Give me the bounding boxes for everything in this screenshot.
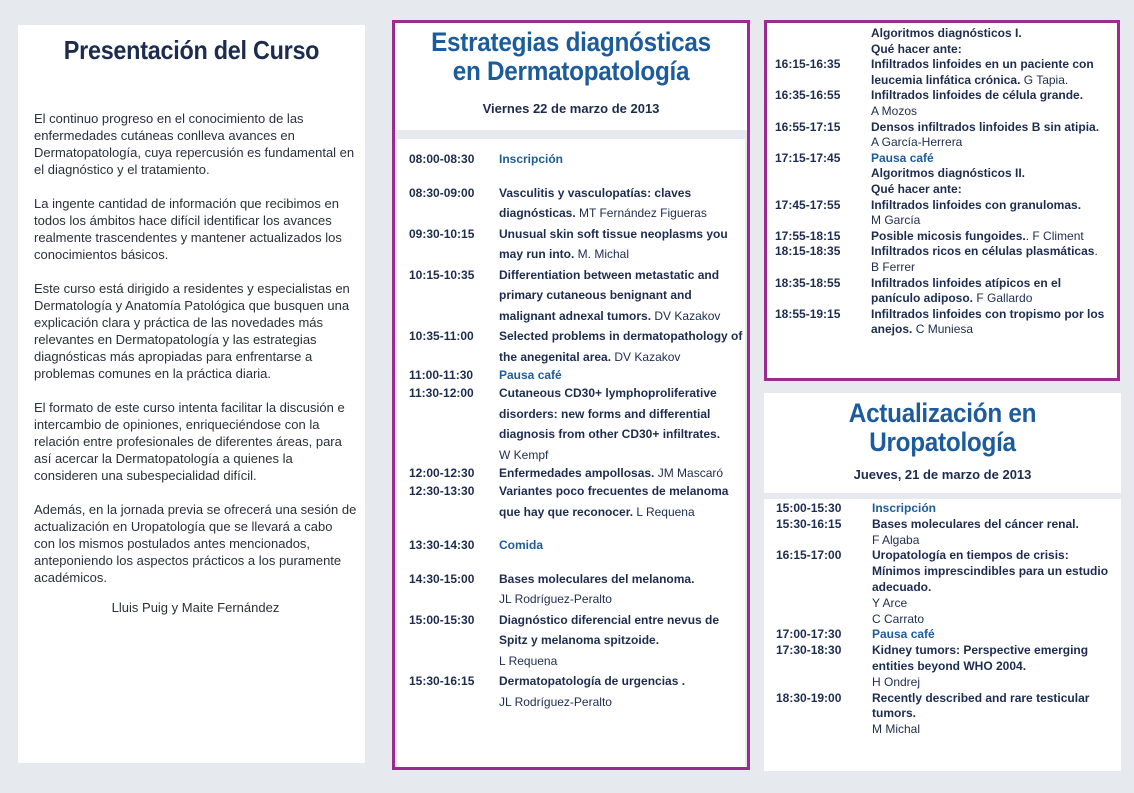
session-speaker: C Carrato	[872, 611, 925, 626]
session-title: Infiltrados linfoides de célula grande.	[871, 88, 1084, 103]
session-speaker: C Muniesa	[912, 322, 974, 337]
session-title: Algoritmos diagnósticos II.	[871, 166, 1026, 181]
session-speaker: H Ondrej	[872, 674, 921, 689]
uropathology-title-line2: Uropatología	[869, 427, 1016, 457]
schedule-row	[409, 224, 745, 265]
session-time: 13:30-14:30	[409, 538, 475, 552]
session-description	[499, 367, 745, 383]
session-time: 15:00-15:30	[409, 612, 475, 627]
session-title: Bases moleculares del cáncer renal.	[872, 516, 1079, 531]
session-time: 16:35-16:55	[775, 88, 841, 103]
schedule-row	[775, 276, 1113, 307]
schedule-row	[775, 198, 1113, 229]
course-presentation-panel	[18, 25, 365, 763]
session-description	[871, 120, 1113, 151]
session-description	[871, 26, 1113, 42]
schedule-row	[775, 307, 1113, 338]
uropathology-title-line1: Actualización en	[848, 398, 1037, 428]
session-title: Dermatopatología de urgencias .	[499, 674, 686, 688]
session-description	[871, 229, 1113, 245]
session-title: Variantes poco frecuentes de melanoma que hay que reconocer.	[499, 484, 729, 519]
schedule-row	[409, 326, 745, 367]
session-time: 08:30-09:00	[409, 185, 475, 200]
session-title: Infiltrados ricos en células plasmáticas	[871, 244, 1095, 259]
session-description	[499, 383, 745, 465]
schedule-row	[409, 149, 745, 170]
session-time: 15:00-15:30	[776, 501, 842, 515]
uropathology-date: Jueves, 21 de marzo de 2013	[853, 467, 1032, 482]
schedule-row	[776, 691, 1117, 738]
session-speaker: M García	[871, 213, 921, 228]
session-title: Pausa café	[499, 368, 562, 382]
session-title: Uropatología en tiempos de crisis: Mínimos imprescindibles para un estudio adecuado.	[872, 548, 1109, 594]
session-time: 12:00-12:30	[409, 466, 475, 480]
session-time: 11:30-12:00	[409, 386, 474, 400]
session-description	[872, 643, 1117, 690]
uropathology-title	[782, 393, 1103, 457]
session-speaker: L Requena	[633, 504, 695, 519]
session-description	[499, 149, 745, 170]
session-time: 10:15-10:35	[409, 267, 475, 282]
session-speaker: M. Michal	[574, 247, 630, 261]
session-time: 14:30-15:00	[409, 571, 475, 586]
schedule-row	[409, 465, 745, 481]
schedule-row	[409, 183, 745, 224]
afternoon-schedule-panel	[764, 20, 1120, 381]
schedule-row	[775, 244, 1113, 275]
schedule-row	[776, 643, 1117, 690]
schedule-row	[775, 166, 1113, 182]
program-date: Viernes 22 de marzo de 2013	[482, 101, 660, 116]
row-gap	[409, 522, 745, 535]
schedule-row	[775, 229, 1113, 245]
session-time: 09:30-10:15	[409, 226, 475, 241]
schedule-row	[776, 501, 1117, 517]
session-speaker: B Ferrer	[871, 259, 916, 274]
schedule-row	[409, 383, 745, 465]
session-time: 10:35-11:00	[409, 329, 474, 343]
schedule-row	[409, 569, 745, 610]
session-time: 16:15-17:00	[776, 548, 842, 563]
session-time: 12:30-13:30	[409, 484, 475, 498]
session-time: 17:00-17:30	[776, 627, 842, 642]
session-time: 17:55-18:15	[775, 228, 841, 243]
session-title: Differentiation between metastatic and primary cutaneous benignant and malignant adnexal tumors.	[499, 267, 720, 323]
session-time: 18:30-19:00	[776, 690, 842, 705]
session-speaker: JM Mascaró	[654, 466, 724, 480]
row-gap	[409, 556, 745, 569]
program-header	[395, 23, 747, 130]
session-description	[499, 610, 745, 672]
session-time: 16:55-17:15	[775, 119, 841, 134]
uropathology-schedule	[764, 499, 1121, 738]
session-title: Enfermedades ampollosas.	[499, 466, 655, 480]
session-time: 18:15-18:35	[775, 244, 841, 259]
session-description	[871, 244, 1113, 275]
schedule-row	[409, 367, 745, 383]
session-title: Pausa café	[872, 627, 935, 642]
session-description	[499, 569, 745, 610]
schedule-row	[775, 42, 1113, 58]
schedule-row	[409, 481, 745, 522]
session-time: 18:55-19:15	[775, 306, 841, 321]
row-gap	[409, 170, 745, 183]
session-description	[499, 671, 745, 712]
session-speaker: JL Rodríguez-Peralto	[499, 694, 612, 709]
schedule-row	[776, 627, 1117, 643]
session-title: Infiltrados linfoides con tropismo por los anejos.	[871, 306, 1105, 337]
program-title	[413, 23, 730, 86]
session-speaker: F Algaba	[872, 532, 920, 547]
session-speaker: L Requena	[499, 653, 558, 668]
session-speaker: A García-Herrera	[871, 135, 963, 150]
schedule-row	[775, 26, 1113, 42]
paragraph: Este curso está dirigido a residentes y especialistas en Dermatología y Anatomía Patológica que busquen una explicación clara y práctica de las novedades más relevantes en Dermatopatología y las estrategias diagnósticas más apropiadas para enfrentarse a problemas comunes en la práctica diaria.	[34, 281, 350, 381]
session-description	[499, 265, 745, 327]
session-title: Inscripción	[872, 501, 937, 515]
session-title: Densos infiltrados linfoides B sin atipia.	[871, 119, 1100, 134]
session-time: 11:00-11:30	[409, 368, 474, 382]
session-time: 15:30-16:15	[776, 516, 842, 531]
session-speaker: M Michal	[872, 722, 921, 737]
schedule-row	[409, 265, 745, 327]
session-description	[872, 501, 1117, 517]
paragraph: Además, en la jornada previa se ofrecerá una sesión de actualización en Uropatología que se llevará a cabo con los mismos postulados antes mencionados, anteponiendo los aspectos prácticos a los puramente académicos.	[34, 502, 357, 585]
session-speaker: W Kempf	[499, 447, 549, 462]
paragraph: El formato de este curso intenta facilitar la discusión e intercambio de opiniones, enriqueciéndose con la relación entre profesionales de diferentes áreas, para así acercar la Dermatopatología a quienes la consideren una subespecialidad difícil.	[34, 400, 345, 483]
session-title: Pausa café	[871, 150, 934, 165]
schedule-row	[775, 88, 1113, 119]
session-title: Posible micosis fungoides.	[871, 228, 1026, 243]
session-title: Qué hacer ante:	[871, 181, 962, 196]
session-speaker: . F Climent	[1025, 228, 1084, 243]
session-title: Recently described and rare testicular tumors.	[872, 690, 1090, 721]
dermatopathology-program-panel	[392, 20, 750, 770]
session-speaker: G Tapia.	[1020, 72, 1069, 87]
session-description	[871, 42, 1113, 58]
session-speaker: MT Fernández Figueras	[575, 206, 707, 220]
schedule-row	[775, 182, 1113, 198]
session-description	[871, 198, 1113, 229]
session-description	[871, 88, 1113, 119]
session-title: Infiltrados linfoides atípicos en el panículo adiposo.	[871, 275, 1062, 306]
session-time: 16:15-16:35	[775, 57, 841, 72]
schedule-row	[409, 671, 745, 712]
session-speaker: Y Arce	[872, 595, 908, 610]
session-title: Unusual skin soft tissue neoplasms you may run into.	[499, 226, 728, 261]
session-description	[871, 182, 1113, 198]
session-title: Infiltrados linfoides en un paciente con leucemia linfática crónica.	[871, 57, 1094, 87]
session-description	[872, 548, 1117, 627]
session-title: Algoritmos diagnósticos I.	[871, 26, 1022, 40]
session-title: Qué hacer ante:	[871, 41, 962, 56]
session-title: Cutaneous CD30+ lymphoproliferative disorders: new forms and differential diagnosis from other CD30+ infiltrates.	[499, 386, 721, 441]
session-title: Vasculitis y vasculopatías: claves diagnósticas.	[499, 185, 692, 220]
session-time	[775, 42, 871, 58]
session-speaker: .	[1094, 244, 1098, 259]
presentation-text	[26, 110, 357, 616]
paragraph: La ingente cantidad de información que recibimos en todos los ámbitos hace difícil identificar los avances realmente trascendentes y mantener actualizados los conocimientos básicos.	[34, 196, 342, 262]
session-description	[499, 465, 745, 481]
session-description	[499, 326, 745, 367]
session-title: Diagnóstico diferencial entre nevus de Spitz y melanoma spitzoide.	[499, 612, 720, 647]
schedule-row	[409, 610, 745, 672]
schedule-row	[776, 548, 1117, 627]
session-speaker: DV Kazakov	[651, 308, 721, 323]
paragraph: El continuo progreso en el conocimiento de las enfermedades cutáneas conlleva avances en Dermatopatología, cuya repercusión es fundamental en el diagnóstico y el tratamiento.	[34, 111, 355, 177]
uropathology-panel	[764, 393, 1121, 771]
session-description	[871, 151, 1113, 167]
schedule-row	[775, 57, 1113, 88]
presentation-title: Presentación del Curso	[63, 35, 320, 65]
session-title: Inscripción	[499, 152, 564, 166]
session-description	[872, 517, 1117, 549]
session-speaker: JL Rodríguez-Peralto	[499, 592, 612, 606]
session-time: 08:00-08:30	[409, 152, 475, 166]
schedule-row	[775, 120, 1113, 151]
session-time: 17:45-17:55	[775, 197, 841, 212]
session-description	[872, 627, 1117, 643]
program-title-line1: Estrategias diagnósticas	[431, 27, 711, 57]
uropathology-header	[764, 393, 1121, 499]
session-title: Kidney tumors: Perspective emerging entities beyond WHO 2004.	[872, 643, 1089, 673]
schedule-row	[409, 535, 745, 556]
session-description	[499, 224, 745, 265]
session-description	[871, 276, 1113, 307]
session-time	[775, 26, 871, 42]
program-schedule	[397, 139, 745, 767]
session-title: Bases moleculares del melanoma.	[499, 571, 695, 586]
session-time: 18:35-18:55	[775, 275, 841, 290]
session-speaker: A Mozos	[871, 103, 918, 118]
session-description	[871, 57, 1113, 88]
session-description	[871, 307, 1113, 338]
schedule-row	[776, 517, 1117, 549]
session-time: 17:30-18:30	[776, 643, 842, 658]
session-description	[499, 535, 745, 556]
session-time: 17:15-17:45	[775, 150, 841, 165]
session-description	[499, 183, 745, 224]
session-time	[775, 182, 871, 198]
authors: Lluis Puig y Maite Fernández	[111, 600, 280, 615]
session-description	[872, 691, 1117, 738]
session-title: Infiltrados linfoides con granulomas.	[871, 197, 1082, 212]
session-description	[871, 166, 1113, 182]
session-title: Selected problems in dermatopathology of the anegenital area.	[499, 329, 743, 364]
session-title: Comida	[499, 538, 544, 552]
schedule-row	[775, 151, 1113, 167]
session-speaker: DV Kazakov	[611, 349, 681, 364]
session-speaker: F Gallardo	[973, 291, 1033, 306]
session-time	[775, 166, 871, 182]
program-title-line2: en Dermatopatología	[452, 56, 690, 86]
session-time: 15:30-16:15	[409, 674, 475, 688]
session-description	[499, 481, 745, 522]
